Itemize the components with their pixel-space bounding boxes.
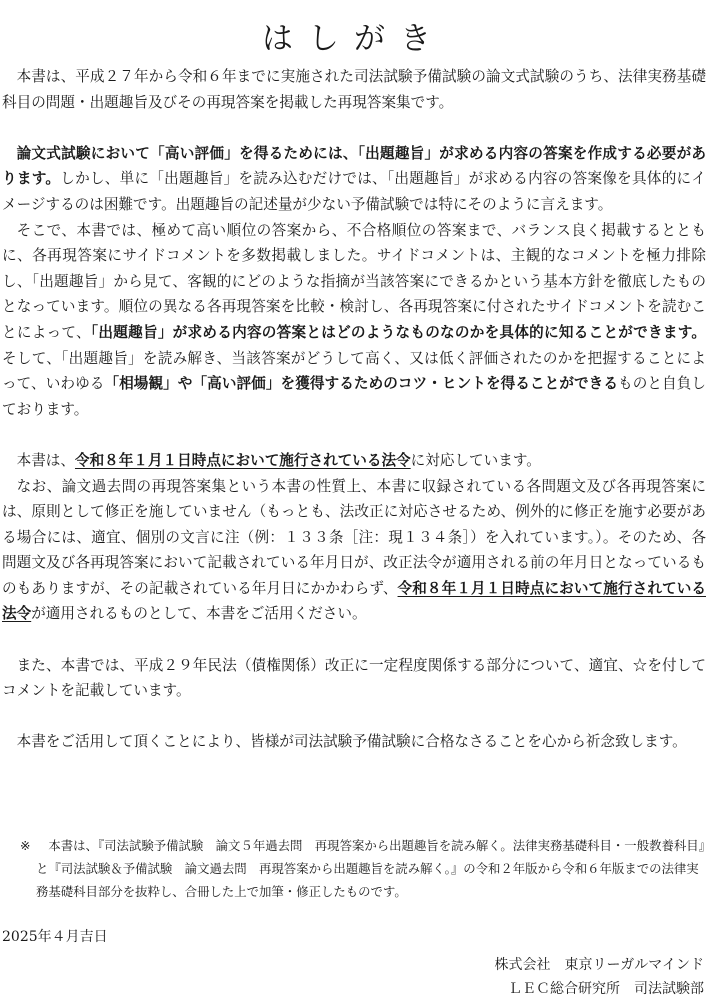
paragraph-civil-code: また、本書では、平成２９年民法（債権関係）改正に一定程度関係する部分について、適宜、☆を付してコメントを記載しています。 [2, 656, 706, 700]
publication-date: 2025年４月吉日 [2, 929, 108, 945]
publisher-company: 株式会社 東京リーガルマインド [494, 957, 704, 973]
method-emphasis-1: 「出題趣旨」が求める内容の答案とはどのようなものなのかを具体的に知ることができます。 [90, 323, 706, 341]
law-date-text-b: に対応しています。 [410, 451, 541, 469]
paragraph-goal [2, 141, 706, 218]
method-text-e: ものと自負しております。 [2, 375, 706, 418]
page-title: はしがき [262, 20, 446, 57]
law-date-text-a: 本書は、 [16, 451, 75, 469]
footnote [20, 834, 706, 903]
paragraph-intro: 本書は、平成２７年から令和６年までに実施された司法試験予備試験の論文式試験のうち、法律実務基礎科目の問題・出題趣旨及びその再現答案を掲載した再現答案集です。 [2, 68, 706, 111]
method-text-c: そして、「出題趣旨」を読み解き、当該答案がどうして高く、又は低く評価されたのかを把握することによって、いわゆる [2, 349, 706, 393]
paragraph-revision-note [2, 474, 706, 628]
publisher-block [404, 953, 704, 1001]
preface-body [2, 64, 706, 755]
goal-emphasis: 論文式試験において「高い評価」を得るためには、「出題趣旨」が求める内容の答案を作成する必要があります。 [2, 144, 706, 188]
paragraph-method [2, 218, 706, 423]
publisher-department: ＬＥＣ総合研究所 司法試験部 [508, 981, 704, 997]
paragraph-law-date [2, 448, 706, 474]
revision-text-a: なお、論文過去問の再現答案集という本書の性質上、本書に収録されている各問題文及び各再現答案には、原則として修正を施していません（もっとも、法改正に対応させるため、例外的に修正を施す必要がある場合には、適宜、個別の文言に注（例：１３３条［注：現１３４条］）を入れています。）。そのため、各問題文及び各再現答案において記載されている年月日が、改正法令が適用される前の年月日となっているものもありますが、その記載されている年月日にかかわらず、 [2, 477, 706, 597]
method-emphasis-2: 「相場観」や「高い評価」を獲得するためのコツ・ヒントを得ることができる [104, 375, 619, 393]
goal-rest: しかし、単に「出題趣旨」を読み込むだけでは、「出題趣旨」が求める内容の答案像を具体的にイメージするのは困難です。出題趣旨の記述量が少ない予備試験では特にそのように言えます。 [2, 170, 706, 213]
footnote-text: 本書は、『司法試験予備試験 論文５年過去問 再現答案から出題趣旨を読み解く。法律実務基礎科目・一般教養科目』と『司法試験＆予備試験 論文過去問 再現答案から出題趣旨を読み解く。』の令和２年版から令和６年版までの法律実務基礎科目部分を抜粋し、合冊した上で加筆・修正したものです。 [36, 838, 705, 899]
footnote-mark: ※ [20, 838, 31, 853]
paragraph-closing: 本書をご活用して頂くことにより、皆様が司法試験予備試験に合格なさることを心から祈念致します。 [16, 733, 687, 751]
method-text-a: そこで、本書では、極めて高い順位の答案から、不合格順位の答案まで、バランス良く掲載するとともに、各再現答案にサイドコメントを多数掲載しました。サイドコメントは、主観的なコメントを極力排除し、「出題趣旨」から見て、客観的にどのような指摘が当該答案にできるかという基本方針を徹底したものとなっています。順位の異なる各再現答案を比較・検討し、各再現答案に付されたサイドコメントを読むことによって、 [2, 221, 706, 341]
law-date-emphasis: 令和８年１月１日時点において施行されている法令 [74, 451, 411, 469]
revision-text-b: が適用されるものとして、本書をご活用ください。 [31, 605, 367, 623]
revision-emphasis: 令和８年１月１日時点において施行されている法令 [2, 579, 706, 623]
